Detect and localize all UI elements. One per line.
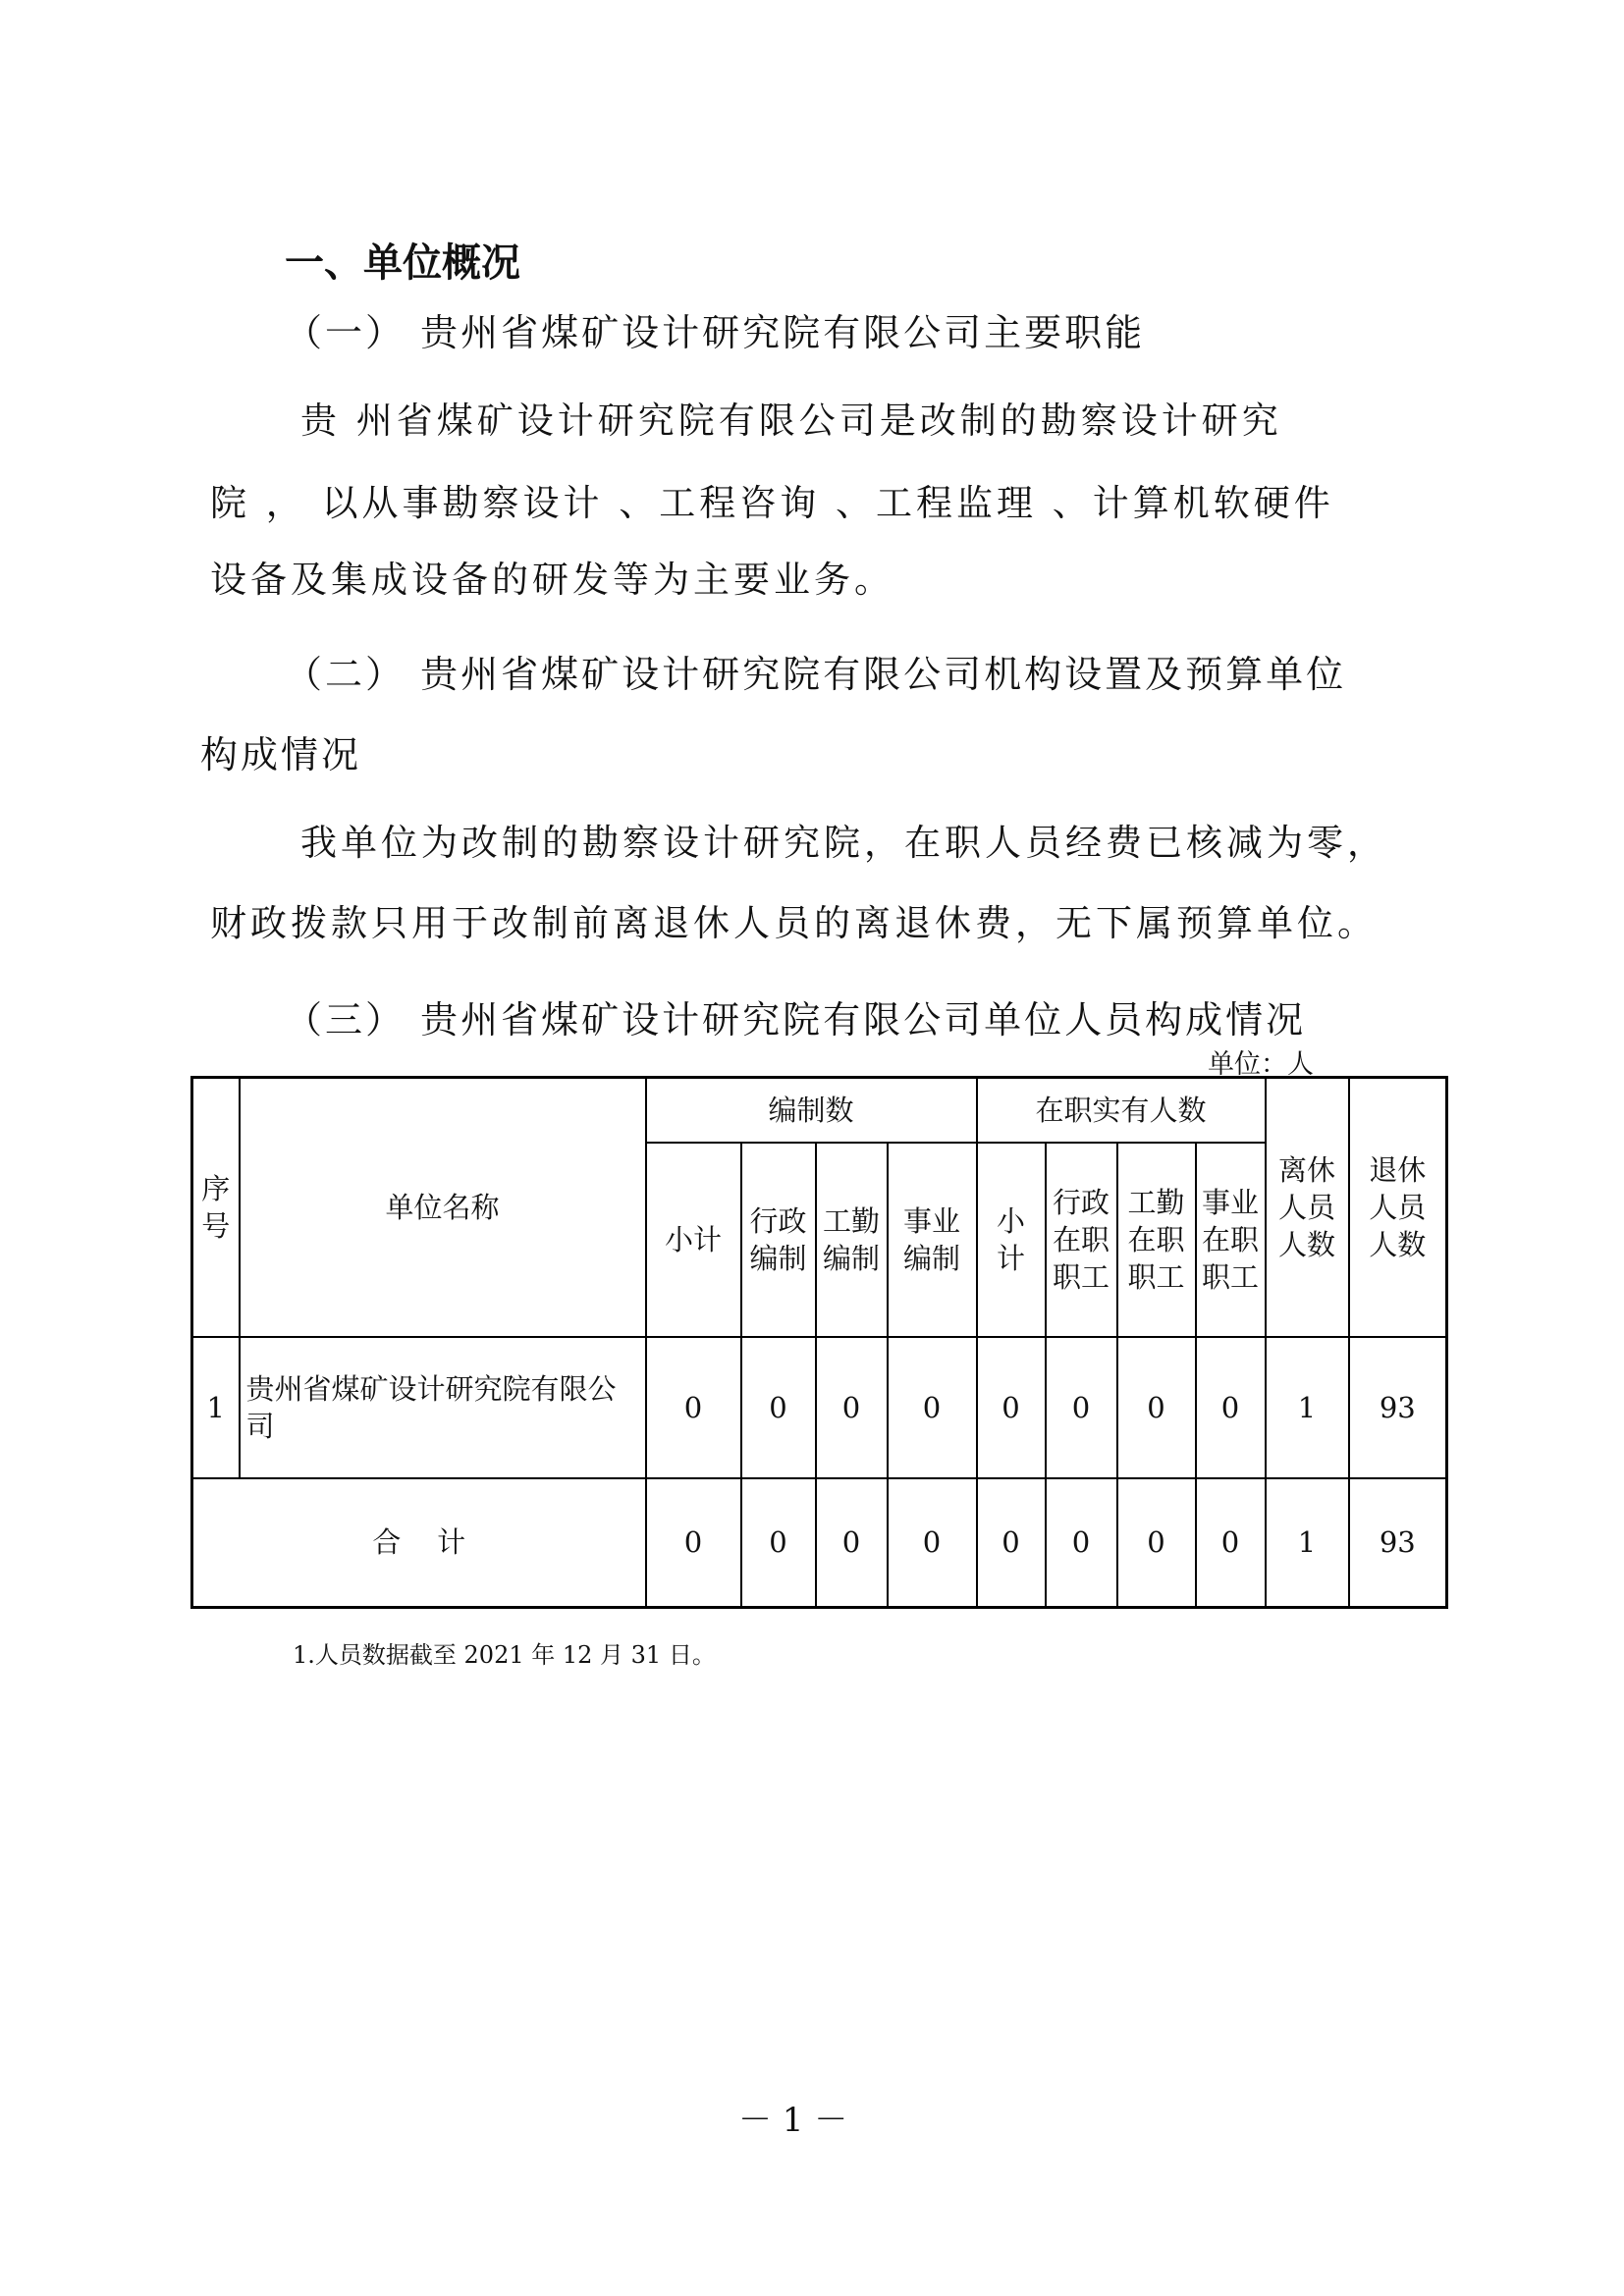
- row-value: 0: [1046, 1337, 1117, 1478]
- total-value: 93: [1349, 1478, 1447, 1608]
- row-value: 0: [977, 1337, 1046, 1478]
- row-value: 0: [816, 1337, 888, 1478]
- header-unit-name: 单位名称: [240, 1078, 646, 1337]
- total-row: [192, 1478, 1447, 1608]
- header-act-public: 事业 在职 职工: [1196, 1143, 1266, 1337]
- total-value: 0: [741, 1478, 816, 1608]
- header-actual-staff: 在职实有人数: [977, 1078, 1266, 1143]
- header-retired: 退休 人员 人数: [1349, 1078, 1447, 1337]
- total-label: 合 计: [192, 1478, 646, 1608]
- subsection-2-title-line-1: （二） 贵州省煤矿设计研究院有限公司机构设置及预算单位: [285, 653, 1347, 696]
- page-number: － 1 －: [738, 2101, 848, 2140]
- row-value: 1: [1266, 1337, 1349, 1478]
- paragraph-2-line-2: 财政拨款只用于改制前离退休人员的离退休费，无下属预算单位。: [210, 902, 1378, 944]
- row-value: 0: [646, 1337, 741, 1478]
- total-value: 0: [1196, 1478, 1266, 1608]
- row-value: 93: [1349, 1337, 1447, 1478]
- header-seq: 序 号: [192, 1078, 240, 1337]
- table-row: [192, 1337, 1447, 1478]
- header-est-worker: 工勤 编制: [816, 1143, 888, 1337]
- subsection-3-title: （三） 贵州省煤矿设计研究院有限公司单位人员构成情况: [285, 998, 1307, 1041]
- total-value: 0: [1046, 1478, 1117, 1608]
- staff-composition-table: [190, 1076, 1448, 1609]
- total-value: 0: [1117, 1478, 1196, 1608]
- row-value: 0: [741, 1337, 816, 1478]
- header-act-worker: 工勤 在职 职工: [1117, 1143, 1196, 1337]
- row-value: 0: [1196, 1337, 1266, 1478]
- row-value: 0: [1117, 1337, 1196, 1478]
- subsection-2-title-line-2: 构成情况: [200, 733, 362, 776]
- row-unit-name: 贵州省煤矿设计研究院有限公司: [240, 1337, 646, 1478]
- paragraph-1-line-3: 设备及集成设备的研发等为主要业务。: [210, 559, 894, 601]
- total-value: 0: [977, 1478, 1046, 1608]
- header-est-subtotal: 小计: [646, 1143, 741, 1337]
- footnote: 1.人员数据截至 2021 年 12 月 31 日。: [293, 1641, 716, 1669]
- total-value: 0: [646, 1478, 741, 1608]
- header-establishment: 编制数: [646, 1078, 977, 1143]
- paragraph-1-line-2: 院 ， 以从事勘察设计 、工程咨询 、工程监理 、计算机软硬件: [210, 482, 1334, 524]
- header-act-subtotal: 小 计: [977, 1143, 1046, 1337]
- unit-label: 单位：人: [1208, 1049, 1314, 1080]
- total-value: 0: [816, 1478, 888, 1608]
- row-value: 0: [888, 1337, 977, 1478]
- header-row-1: [192, 1078, 1447, 1143]
- total-value: 0: [888, 1478, 977, 1608]
- subsection-1-title: （一） 贵州省煤矿设计研究院有限公司主要职能: [285, 311, 1146, 354]
- row-seq: 1: [192, 1337, 240, 1478]
- paragraph-1-line-1: 贵 州省煤矿设计研究院有限公司是改制的勘察设计研究: [300, 400, 1282, 442]
- section-title: 一、单位概况: [285, 240, 520, 286]
- header-est-admin: 行政 编制: [741, 1143, 816, 1337]
- header-est-public: 事业 编制: [888, 1143, 977, 1337]
- header-retired-off: 离休 人员 人数: [1266, 1078, 1349, 1337]
- header-act-admin: 行政 在职 职工: [1046, 1143, 1117, 1337]
- paragraph-2-line-1: 我单位为改制的勘察设计研究院，在职人员经费已核减为零，: [300, 822, 1387, 864]
- total-value: 1: [1266, 1478, 1349, 1608]
